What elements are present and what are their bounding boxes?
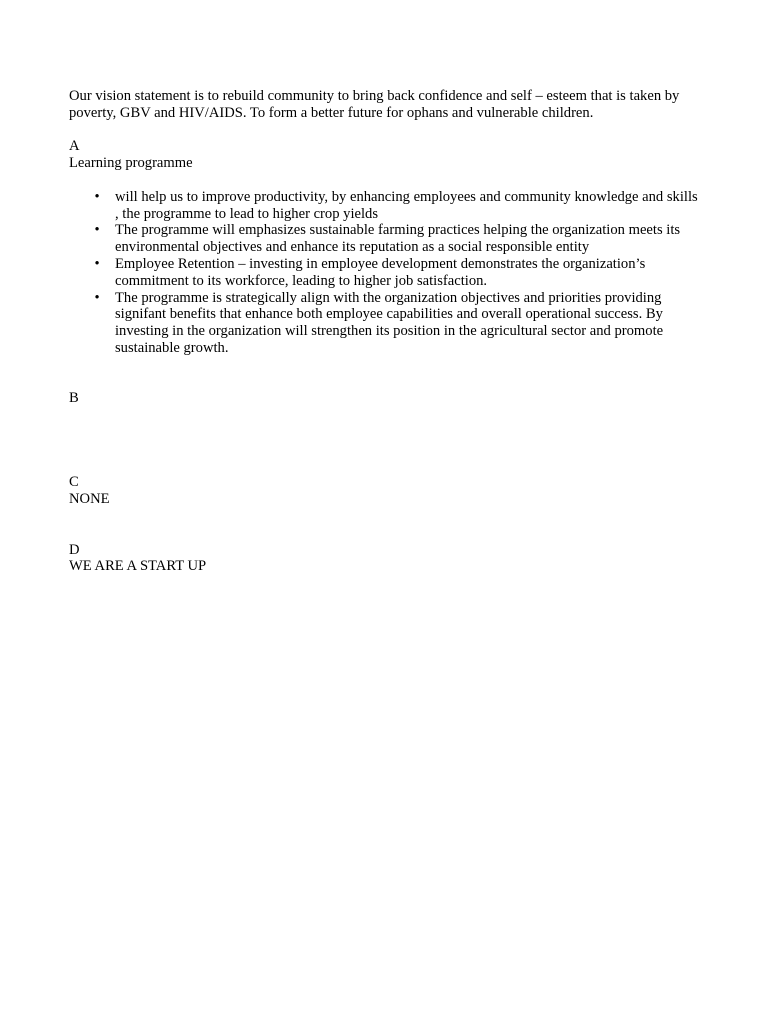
learning-programme-list <box>69 189 701 357</box>
document-page <box>69 88 701 575</box>
list-item <box>69 189 701 223</box>
vision-statement: Our vision statement is to rebuild community to bring back confidence and self – esteem that is taken by poverty, GBV and HIV/AIDS. To form a better future for ophans and vulnerable children. <box>69 88 680 121</box>
paragraph-spacer <box>69 357 701 391</box>
paragraph-spacer <box>69 508 701 542</box>
bullet-icon: • <box>94 289 100 306</box>
list-item <box>69 222 701 256</box>
list-item-text: Employee Retention – investing in employee development demonstrates the organization’s commitment to its workforce, leading to higher job satisfaction. <box>115 255 646 289</box>
list-item-text: The programme is strategically align with the organization objectives and priorities providing signifant benefits that enhance both employee capabilities and overall operational success. By investing in the organization will strengthen its position in the agricultural sector and promote sustainable growth. <box>115 289 664 356</box>
section-d-heading: D <box>69 541 80 558</box>
list-item-text: The programme will emphasizes sustainable farming practices helping the organization meets its environmental objectives and enhance its reputation as a social responsible entity <box>115 222 681 256</box>
paragraph-spacer <box>69 407 701 457</box>
paragraph-spacer <box>69 122 701 139</box>
section-d-text: WE ARE A START UP <box>69 558 207 575</box>
list-item-text: will help us to improve productivity, by enhancing employees and community knowledge and skills , the programme to lead to higher crop yields <box>115 188 698 222</box>
paragraph-spacer <box>69 172 701 189</box>
bullet-icon: • <box>94 255 100 272</box>
list-item <box>69 290 701 357</box>
bullet-icon: • <box>94 222 100 239</box>
paragraph-spacer <box>69 458 701 475</box>
section-c-text: NONE <box>69 491 110 508</box>
section-a-subheading: Learning programme <box>69 155 193 172</box>
section-a-heading: A <box>69 138 80 155</box>
list-item <box>69 256 701 290</box>
bullet-icon: • <box>94 188 100 205</box>
section-c-heading: C <box>69 474 79 491</box>
section-b-heading: B <box>69 390 79 407</box>
